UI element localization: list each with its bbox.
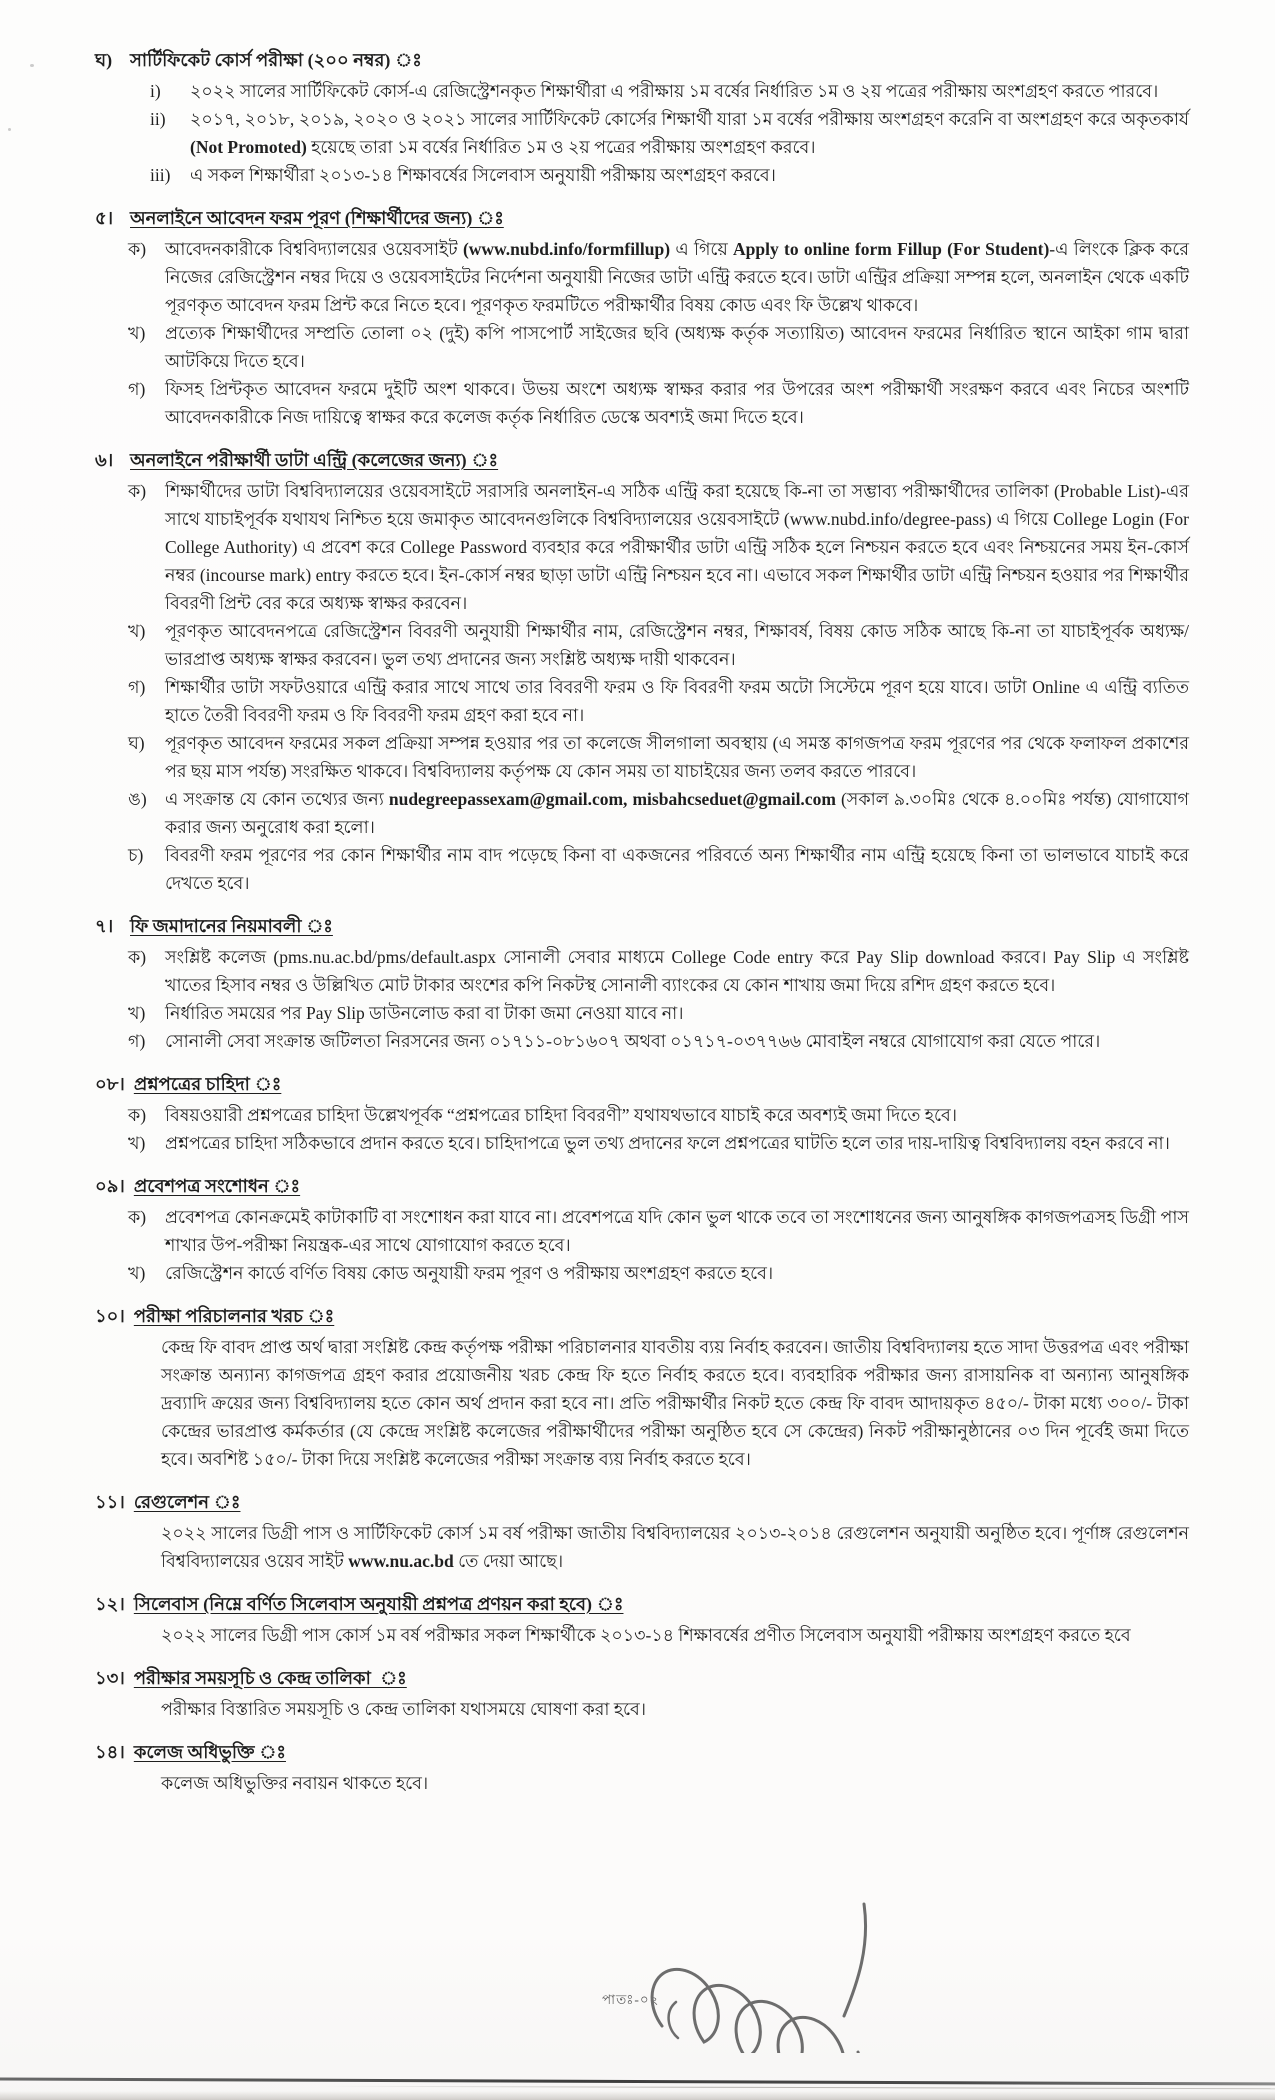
- item-text: [165, 319, 1189, 375]
- scan-edge-line: [0, 2078, 1275, 2086]
- list-item: [150, 77, 1189, 105]
- section-title: পরীক্ষা পরিচালনার খরচ ঃ: [133, 1306, 335, 1326]
- section-title: কলেজ অধিভুক্তি ঃ: [133, 1742, 286, 1762]
- text-run: প্রবেশপত্র কোনক্রমেই কাটাকাটি বা সংশোধন করা যাবে না। প্রবেশপত্রে যদি কোন ভুল থাকে তবে তা সংশোধনের জন্য আনুষঙ্গিক কাগজপত্রসহ ডিগ্রী পাস শাখার উপ-পরীক্ষা নিয়ন্ত্রক-এর সাথে যোগাযোগ করতে হবে।: [165, 1207, 1189, 1255]
- list-item: [128, 319, 1189, 375]
- section-number: ১৪।: [95, 1742, 125, 1762]
- section-heading: [95, 1070, 1189, 1098]
- section: [95, 46, 1189, 189]
- section-title: প্রবেশপত্র সংশোধন ঃ: [133, 1176, 301, 1196]
- item-text: [161, 1519, 1189, 1575]
- section-heading: [95, 1738, 1189, 1766]
- item-text: [190, 161, 1189, 189]
- item-text: [165, 1101, 1189, 1129]
- bold-text-run: (www.nubd.info/formfillup): [462, 239, 671, 259]
- item-marker: iii): [150, 165, 171, 185]
- item-text: [190, 77, 1189, 105]
- list-item: [161, 1621, 1189, 1649]
- text-run: ২০২২ সালের ডিগ্রী পাস ও সার্টিফিকেট কোর্স ১ম বর্ষ পরীক্ষা জাতীয় বিশ্ববিদ্যালয়ের ২০১৩-২০১৪ রেগুলেশন অনুযায়ী অনুষ্ঠিত হবে। পূর্ণাঙ্গ রেগুলেশন বিশ্ববিদ্যালয়ের ওয়েব সাইট: [161, 1523, 1189, 1571]
- section-number: ১০।: [95, 1306, 125, 1326]
- item-marker: ক): [128, 947, 147, 967]
- item-marker: খ): [128, 1263, 146, 1283]
- section-heading: [95, 1302, 1189, 1330]
- text-run: সোনালী সেবা সংক্রান্ত জটিলতা নিরসনের জন্য ০১৭১১-০৮১৬০৭ অথবা ০১৭১৭-০৩৭৭৬৬ মোবাইল নম্বরে যোগাযোগ করা যেতে পারে।: [165, 1031, 1101, 1051]
- item-text: [165, 375, 1189, 431]
- section-heading: [95, 1172, 1189, 1200]
- text-run: এ গিয়ে: [670, 239, 734, 259]
- section-number: ১২।: [95, 1594, 125, 1614]
- text-run: হয়েছে তারা ১ম বর্ষের নির্ধারিত ১ম ও ২য় পত্রের পরীক্ষায় অংশগ্রহণ করবে।: [306, 137, 816, 157]
- item-text: [165, 785, 1189, 841]
- item-marker: গ): [128, 1031, 146, 1051]
- text-run: তে দেয়া আছে।: [453, 1551, 564, 1571]
- item-marker: খ): [128, 1133, 146, 1153]
- item-text: [165, 943, 1189, 999]
- section: [95, 204, 1189, 431]
- page-number-label: পাতঃ-০২: [602, 1992, 660, 2007]
- section-heading: [95, 1664, 1189, 1692]
- list-item: [128, 375, 1189, 431]
- item-marker: ঘ): [128, 733, 145, 753]
- item-marker: ক): [128, 481, 147, 501]
- item-text: [165, 673, 1189, 729]
- text-run: ফিসহ প্রিন্টকৃত আবেদন ফরমে দুইটি অংশ থাকবে। উভয় অংশে অধ্যক্ষ স্বাক্ষর করার পর উপরের অংশ পরীক্ষার্থী সংরক্ষণ করবে এবং নিচের অংশটি আবেদনকারীকে নিজ দায়িত্বে স্বাক্ষর করে কলেজ কর্তৃক নির্ধারিত ডেস্কে অবশ্যই জমা দিতে হবে।: [165, 379, 1189, 427]
- item-text: [165, 1259, 1189, 1287]
- section-number: ১১।: [95, 1492, 125, 1512]
- list-item: [128, 673, 1189, 729]
- bold-text-run: nudegreepassexam@gmail.com, misbahcseduet@gmail.com: [388, 789, 836, 809]
- section: [95, 1590, 1189, 1649]
- list-item: [150, 105, 1189, 161]
- item-marker: ক): [128, 1105, 147, 1125]
- section-number: ০৮।: [95, 1074, 125, 1094]
- bold-text-run: www.nu.ac.bd: [348, 1551, 454, 1571]
- item-text: [161, 1695, 1189, 1723]
- text-run: সংশ্লিষ্ট কলেজ (pms.nu.ac.bd/pms/default.aspx সোনালী সেবার মাধ্যমে College Code entry করে Pay Slip download করবে। Pay Slip এ সংশ্লিষ্ট খাতের হিসাব নম্বর ও উল্লিখিত মোট টাকার অংশের কপি নিকটস্থ সোনালী ব্যাংকের যে কোন শাখায় জমা দিয়ে রশিদ গ্রহণ করতে হবে।: [165, 947, 1189, 995]
- text-run: আবেদনকারীকে বিশ্ববিদ্যালয়ের ওয়েবসাইট: [165, 239, 463, 259]
- list-item: [128, 1101, 1189, 1129]
- section-heading: [95, 912, 1189, 940]
- list-item: [161, 1695, 1189, 1723]
- text-run: পরীক্ষার বিস্তারিত সময়সূচি ও কেন্দ্র তালিকা যথাসময়ে ঘোষণা করা হবে।: [161, 1699, 647, 1719]
- section-title: অনলাইনে পরীক্ষার্থী ডাটা এন্ট্রি (কলেজের জন্য) ঃ: [130, 450, 499, 470]
- section: [95, 1070, 1189, 1157]
- section-number: ৫।: [95, 208, 114, 228]
- text-run: বিষয়ওয়ারী প্রশ্নপত্রের চাহিদা উল্লেখপূর্বক “প্রশ্নপত্রের চাহিদা বিবরণী” যথাযথভাবে যাচাই করে অবশ্যই জমা দিতে হবে।: [165, 1105, 958, 1125]
- text-run: শিক্ষার্থীর ডাটা সফটওয়ারে এন্ট্রি করার সাথে সাথে তার বিবরণী ফরম ও ফি বিবরণী ফরম অটো সিস্টেমে পূরণ হয়ে যাবে। ডাটা Online এ এন্ট্রি ব্যতিত হাতে তৈরী বিবরণী ফরম ও ফি বিবরণী ফরম গ্রহণ করা হবে না।: [165, 677, 1189, 725]
- section-number: ৬।: [95, 450, 114, 470]
- text-run: প্রশ্নপত্রের চাহিদা সঠিকভাবে প্রদান করতে হবে। চাহিদাপত্রে ভুল তথ্য প্রদানের ফলে প্রশ্নপত্রের ঘাটতি হলে তার দায়-দায়িত্ব বিশ্ববিদ্যালয় বহন করবে না।: [165, 1133, 1170, 1153]
- section-heading: [95, 446, 1189, 474]
- section-heading: [95, 1590, 1189, 1618]
- text-run: এ সকল শিক্ষার্থীরা ২০১৩-১৪ শিক্ষাবর্ষের সিলেবাস অনুযায়ী পরীক্ষায় অংশগ্রহণ করবে।: [190, 165, 776, 185]
- section-title: পরীক্ষার সময়সূচি ও কেন্দ্র তালিকা ঃ: [133, 1668, 407, 1688]
- section-title: ফি জমাদানের নিয়মাবলী ঃ: [130, 916, 333, 936]
- list-item: [150, 161, 1189, 189]
- text-run: বিবরণী ফরম পূরণের পর কোন শিক্ষার্থীর নাম বাদ পড়েছে কিনা বা একজনের পরিবর্তে অন্য শিক্ষার্থীর নাম এন্ট্রি হয়েছে কিনা তা ভালভাবে যাচাই করে দেখতে হবে।: [165, 845, 1189, 893]
- signature: [648, 1888, 898, 2053]
- section-title: প্রশ্নপত্রের চাহিদা ঃ: [133, 1074, 282, 1094]
- item-marker: ক): [128, 239, 147, 259]
- list-item: [128, 943, 1189, 999]
- scan-speck: [30, 64, 34, 67]
- text-run: প্রত্যেক শিক্ষার্থীদের সম্প্রতি তোলা ০২ (দুই) কপি পাসপোর্ট সাইজের ছবি (অধ্যক্ষ কর্তৃক সত্যায়িত) আবেদন ফরমের নির্ধারিত স্থানে আইকা গাম দ্বারা আটকিয়ে দিতে হবে।: [165, 323, 1189, 371]
- text-run: রেজিস্ট্রেশন কার্ডে বর্ণিত বিষয় কোড অনুযায়ী ফরম পূরণ ও পরীক্ষায় অংশগ্রহণ করতে হবে।: [165, 1263, 774, 1283]
- list-item: [161, 1769, 1189, 1797]
- section-number: ৭।: [95, 916, 114, 936]
- item-text: [165, 841, 1189, 897]
- list-item: [128, 1027, 1189, 1055]
- list-item: [128, 999, 1189, 1027]
- text-run: ২০২২ সালের সার্টিফিকেট কোর্স-এ রেজিস্ট্রেশনকৃত শিক্ষার্থীরা এ পরীক্ষায় ১ম বর্ষের নির্ধারিত ১ম ও ২য় পত্রের পরীক্ষায় অংশগ্রহণ করতে পারবে।: [190, 81, 1159, 101]
- text-run: কলেজ অধিভুক্তির নবায়ন থাকতে হবে।: [161, 1773, 429, 1793]
- section-number: ১৩।: [95, 1668, 125, 1688]
- section-number: ঘ): [95, 50, 113, 70]
- item-marker: খ): [128, 323, 146, 343]
- item-text: [165, 477, 1189, 617]
- scan-speck: [8, 128, 11, 131]
- item-text: [165, 617, 1189, 673]
- text-run: (সকাল ৯.৩০মিঃ থেকে ৪.০০মিঃ পর্যন্ত) যোগাযোগ করার জন্য অনুরোধ করা হলো।: [165, 789, 1190, 837]
- bold-text-run: Apply to online form Fillup (For Student): [733, 239, 1050, 259]
- item-marker: ঙ): [128, 789, 147, 809]
- item-marker: গ): [128, 379, 146, 399]
- item-marker: ii): [150, 109, 166, 129]
- section-title: রেগুলেশন ঃ: [133, 1492, 241, 1512]
- section-heading: [95, 46, 1189, 74]
- document-sections: [95, 46, 1189, 1812]
- item-text: [165, 729, 1189, 785]
- list-item: [128, 617, 1189, 673]
- section-heading: [95, 1488, 1189, 1516]
- text-run: নির্ধারিত সময়ের পর Pay Slip ডাউনলোড করা বা টাকা জমা নেওয়া যাবে না।: [165, 1003, 684, 1023]
- list-item: [128, 1203, 1189, 1259]
- item-marker: i): [150, 81, 161, 101]
- item-marker: খ): [128, 1003, 146, 1023]
- section-title: সিলেবাস (নিম্নে বর্ণিত সিলেবাস অনুযায়ী প্রশ্নপত্র প্রণয়ন করা হবে) ঃ: [133, 1594, 624, 1614]
- list-item: [128, 1259, 1189, 1287]
- scan-edge-shadow: [320, 2086, 1275, 2090]
- section: [95, 1302, 1189, 1473]
- item-text: [165, 1129, 1189, 1157]
- item-text: [165, 1027, 1189, 1055]
- section-number: ০৯।: [95, 1176, 125, 1196]
- text-run: পূরণকৃত আবেদন ফরমের সকল প্রক্রিয়া সম্পন্ন হওয়ার পর তা কলেজে সীলগালা অবস্থায় (এ সমস্ত কাগজপত্র ফরম পূরণের পর থেকে ফলাফল প্রকাশের পর ছয় মাস পর্যন্ত) সংরক্ষিত থাকবে। বিশ্ববিদ্যালয় কর্তৃপক্ষ যে কোন সময় তা যাচাইয়ের জন্য তলব করতে পারবে।: [165, 733, 1189, 781]
- item-text: [190, 105, 1189, 161]
- bold-text-run: (Not Promoted): [190, 137, 307, 157]
- item-marker: খ): [128, 621, 146, 641]
- text-run: পূরণকৃত আবেদনপত্রে রেজিস্ট্রেশন বিবরণী অনুযায়ী শিক্ষার্থীর নাম, রেজিস্ট্রেশন নম্বর, শিক্ষাবর্ষ, বিষয় কোড সঠিক আছে কি-না তা যাচাইপূর্বক অধ্যক্ষ/ভারপ্রাপ্ত অধ্যক্ষ স্বাক্ষর করবেন। ভুল তথ্য প্রদানের জন্য সংশ্লিষ্ট অধ্যক্ষ দায়ী থাকবেন।: [165, 621, 1189, 669]
- section: [95, 1172, 1189, 1287]
- scan-bottom-band: [0, 2091, 1275, 2100]
- item-marker: চ): [128, 845, 144, 865]
- item-text: [161, 1769, 1189, 1797]
- item-text: [161, 1333, 1189, 1473]
- section-title: অনলাইনে আবেদন ফরম পূরণ (শিক্ষার্থীদের জন্য) ঃ: [130, 208, 504, 228]
- item-marker: ক): [128, 1207, 147, 1227]
- section-title: সার্টিফিকেট কোর্স পরীক্ষা (২০০ নম্বর) ঃ: [130, 50, 422, 70]
- list-item: [128, 477, 1189, 617]
- text-run: ২০১৭, ২০১৮, ২০১৯, ২০২০ ও ২০২১ সালের সার্টিফিকেট কোর্সের শিক্ষার্থী যারা ১ম বর্ষের পরীক্ষায় অংশগ্রহণ করেনি বা অংশগ্রহণ করে অকৃতকার্য: [190, 109, 1189, 129]
- list-item: [128, 785, 1189, 841]
- section: [95, 446, 1189, 897]
- section: [95, 1664, 1189, 1723]
- item-text: [161, 1621, 1189, 1649]
- section-heading: [95, 204, 1189, 232]
- section: [95, 1488, 1189, 1575]
- item-text: [165, 1203, 1189, 1259]
- item-text: [165, 999, 1189, 1027]
- item-text: [165, 235, 1189, 319]
- section: [95, 1738, 1189, 1797]
- list-item: [128, 235, 1189, 319]
- item-marker: গ): [128, 677, 146, 697]
- text-run: ২০২২ সালের ডিগ্রী পাস কোর্স ১ম বর্ষ পরীক্ষার সকল শিক্ষার্থীকে ২০১৩-১৪ শিক্ষাবর্ষের প্রণীত সিলেবাস অনুযায়ী পরীক্ষায় অংশগ্রহণ করতে হবে: [161, 1625, 1131, 1645]
- list-item: [128, 841, 1189, 897]
- list-item: [128, 729, 1189, 785]
- text-run: কেন্দ্র ফি বাবদ প্রাপ্ত অর্থ দ্বারা সংশ্লিষ্ট কেন্দ্র কর্তৃপক্ষ পরীক্ষা পরিচালনার যাবতীয় ব্যয় নির্বাহ করবেন। জাতীয় বিশ্ববিদ্যালয় হতে সাদা উত্তরপত্র এবং পরীক্ষা সংক্রান্ত অন্যান্য কাগজপত্র গ্রহণ করার প্রয়োজনীয় খরচ কেন্দ্র ফি হতে নির্বাহ করতে হবে। ব্যবহারিক পরীক্ষার জন্য রাসায়নিক বা অন্যান্য আনুষঙ্গিক দ্রব্যাদি ক্রয়ের জন্য বিশ্ববিদ্যালয় হতে কোন অর্থ প্রদান করা হবে না। প্রতি পরীক্ষার্থীর নিকট হতে কেন্দ্র ফি বাবদ আদায়কৃত ৪৫০/- টাকা মধ্যে ৩০০/- টাকা কেন্দ্রের ভারপ্রাপ্ত কর্মকর্তার (যে কেন্দ্রে সংশ্লিষ্ট কলেজের পরীক্ষার্থীদের পরীক্ষা অনুষ্ঠিত হবে সে কেন্দ্রের) নিকট পরীক্ষানুষ্ঠানের ০৩ দিন পূর্বেই জমা দিতে হবে। অবশিষ্ট ১৫০/- টাকা দিয়ে সংশ্লিষ্ট কলেজের পরীক্ষা সংক্রান্ত ব্যয় নির্বাহ করতে হবে।: [161, 1337, 1189, 1469]
- list-item: [128, 1129, 1189, 1157]
- text-run: -এ লিংকে ক্লিক করে নিজের রেজিস্ট্রেশন নম্বর দিয়ে ও ওয়েবসাইটের নির্দেশনা অনুযায়ী নিজের ডাটা এন্ট্রি করতে হবে। ডাটা এন্ট্রির প্রক্রিয়া সম্পন্ন হলে, অনলাইন থেকে একটি পূরণকৃত আবেদন ফরম প্রিন্ট করে নিতে হবে। পূরণকৃত ফরমটিতে পরীক্ষার্থীর বিষয় কোড এবং ফি উল্লেখ থাকবে।: [165, 239, 1189, 315]
- text-run: এ সংক্রান্ত যে কোন তথ্যের জন্য: [165, 789, 389, 809]
- text-run: শিক্ষার্থীদের ডাটা বিশ্ববিদ্যালয়ের ওয়েবসাইটে সরাসরি অনলাইন-এ সঠিক এন্ট্রি করা হয়েছে কি-না তা সম্ভাব্য পরীক্ষার্থীদের তালিকা (Probable List)-এর সাথে যাচাইপূর্বক যথাযথ নিশ্চিত হয়ে জমাকৃত আবেদনগুলিকে বিশ্ববিদ্যালয়ের ওয়েবসাইটে (www.nubd.info/degree-pass) এ গিয়ে College Login (For College Authority) এ প্রবেশ করে College Password ব্যবহার করে পরীক্ষার্থীর ডাটা এন্ট্রি সঠিক হলে নিশ্চয়ন করতে হবে এবং নিশ্চয়নের সময় ইন-কোর্স নম্বর (incourse mark) entry করতে হবে। ইন-কোর্স নম্বর ছাড়া ডাটা এন্ট্রি নিশ্চয়ন হবে না। এভাবে সকল শিক্ষার্থীর ডাটা এন্ট্রি নিশ্চয়ন হওয়ার পর শিক্ষার্থীর বিবরণী প্রিন্ট বের করে অধ্যক্ষ স্বাক্ষর করবেন।: [165, 481, 1189, 613]
- list-item: [161, 1333, 1189, 1473]
- list-item: [161, 1519, 1189, 1575]
- section: [95, 912, 1189, 1055]
